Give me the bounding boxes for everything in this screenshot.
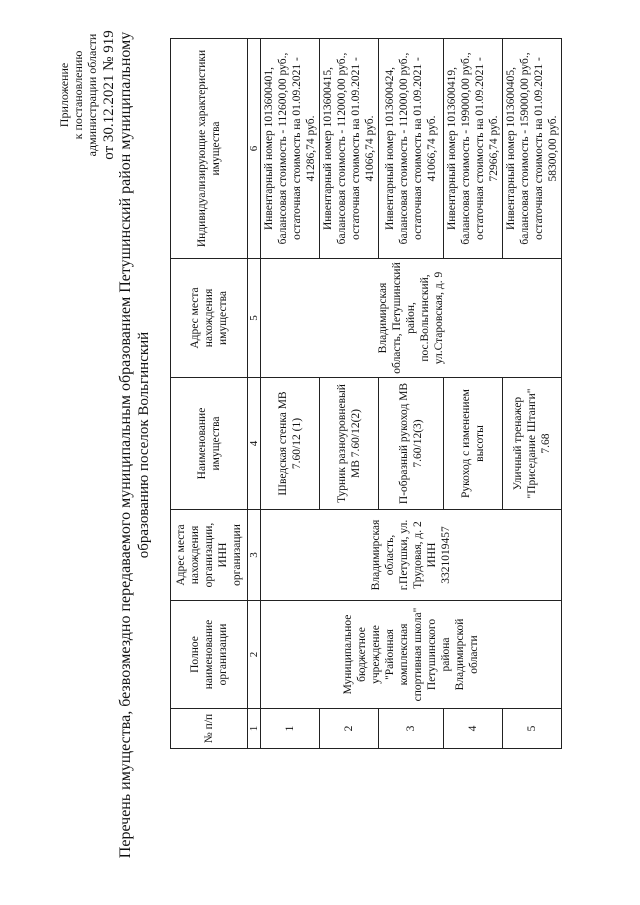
item-characteristics-cell: Инвентарный номер 1013600415, балансовая стоимость - 112000,00 руб., остаточная стоимость на 01.09.2021 - 41066,74 руб. (320, 39, 379, 259)
column-number: 4 (248, 378, 261, 510)
appendix-date-number: от 30.12.2021 № 919 (101, 30, 117, 160)
item-name-cell: Рукоход с изменением высоты (444, 378, 503, 510)
column-number: 2 (248, 601, 261, 709)
row-number: 4 (444, 709, 503, 749)
header-item-name: Наименование имущества (171, 378, 248, 510)
table-row (261, 39, 320, 749)
header-item-address: Адрес места нахождения имущества (171, 259, 248, 378)
item-characteristics-cell: Инвентарный номер 1013600401, балансовая стоимость - 112600,00 руб., остаточная стоимость на 01.09.2021 - 41286,74 руб. (261, 39, 320, 259)
item-name-cell: П-образный рукоход МВ 7.60/12(3) (379, 378, 444, 510)
column-number: 1 (248, 709, 261, 749)
item-name-cell: Турник разноуровневый МВ 7.60/12(2) (320, 378, 379, 510)
row-number: 2 (320, 709, 379, 749)
header-number: № п/п (171, 709, 248, 749)
property-table (170, 38, 562, 749)
org-address-cell: Владимирская область, г.Петушки, ул. Трудовая, д. 2 ИНН 3321019457 (261, 510, 562, 601)
header-item-characteristics: Индивидуализирующие характеристики имущества (171, 39, 248, 259)
document-title-continued: образованию поселок Вольгинский (136, 331, 152, 559)
column-number: 5 (248, 259, 261, 378)
column-number: 3 (248, 510, 261, 601)
column-number: 6 (248, 39, 261, 259)
item-address-cell: Владимирская область, Петушинский район, пос.Вольгинский, ул.Старовская, д. 9 (261, 259, 562, 378)
row-number: 5 (503, 709, 562, 749)
appendix-administration: администрации области (85, 33, 99, 157)
row-number: 3 (379, 709, 444, 749)
row-number: 1 (261, 709, 320, 749)
appendix-resolution: к постановлению (71, 50, 85, 140)
item-name-cell: Шведская стенка МВ 7.60/12 (1) (261, 378, 320, 510)
header-org-name: Полное наименование организации (171, 601, 248, 709)
header-org-address: Адрес места нахождения организации, ИНН организации (171, 510, 248, 601)
appendix-label: Приложение (57, 62, 71, 128)
item-characteristics-cell: Инвентарный номер 1013600424, балансовая стоимость - 112000,00 руб., остаточная стоимость на 01.09.2021 - 41066,74 руб. (379, 39, 444, 259)
document-title: Перечень имущества, безвозмездно передаваемого муниципальным образованием Петушинский район муниципальному (117, 31, 134, 859)
org-name-cell: Муниципальное бюджетное учреждение "Районная комплексная спортивная школа" Петушинского района Владимирской области (261, 601, 562, 709)
item-characteristics-cell: Инвентарный номер 1013600405, балансовая стоимость - 159000,00 руб., остаточная стоимость на 01.09.2021 - 58300,00 руб. (503, 39, 562, 259)
item-characteristics-cell: Инвентарный номер 1013600419, балансовая стоимость - 199000,00 руб., остаточная стоимость на 01.09.2021 - 72966,74 руб. (444, 39, 503, 259)
item-name-cell: Уличный тренажер "Приседание Штанги" 7.68 (503, 378, 562, 510)
